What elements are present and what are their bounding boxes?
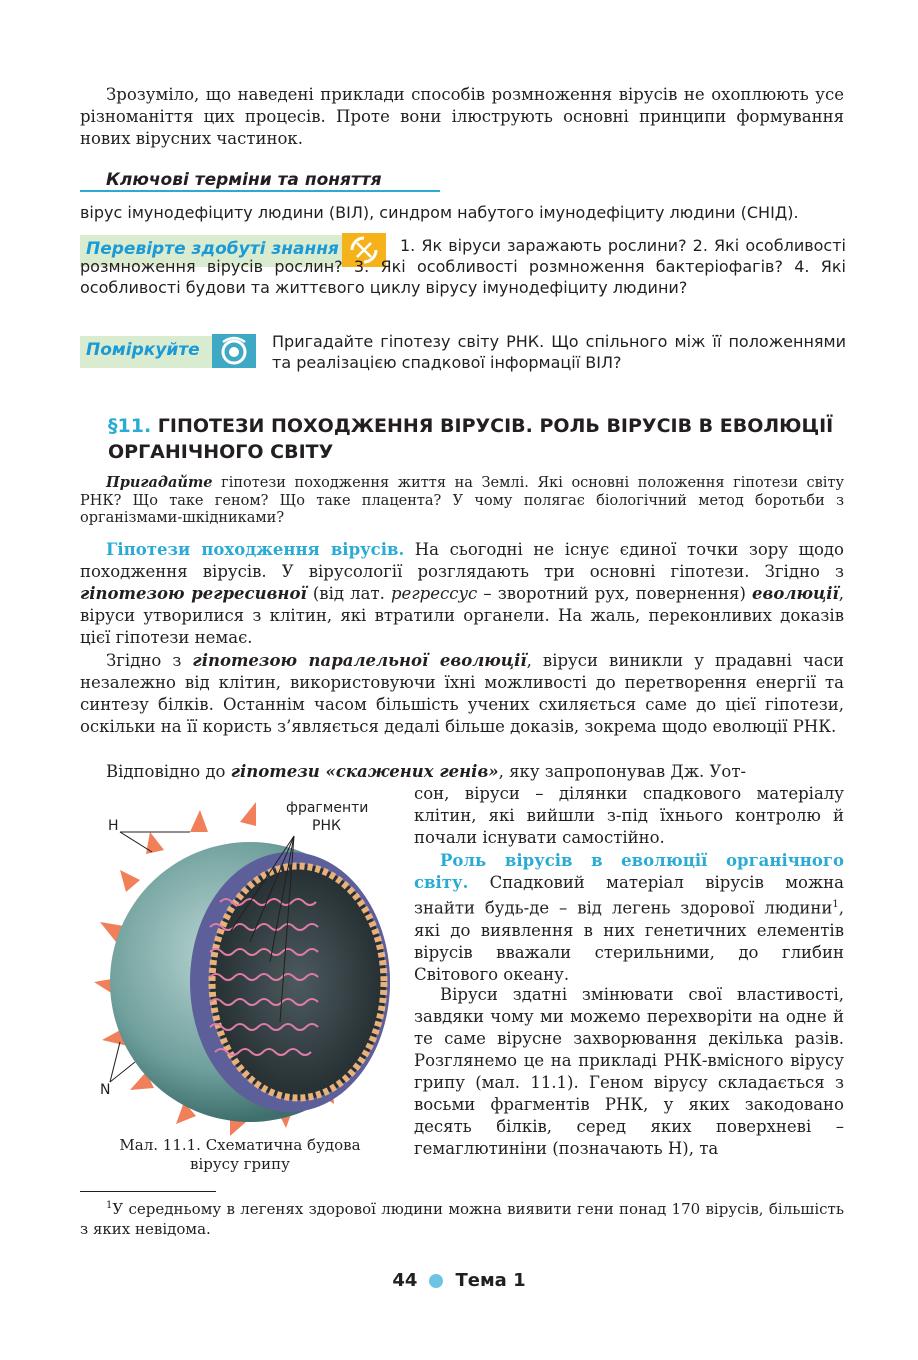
label-rna-1: фрагменти bbox=[286, 800, 369, 816]
paragraph-parallel bbox=[80, 650, 844, 738]
bullet-icon bbox=[429, 1274, 443, 1288]
figure-caption-line1: Мал. 11.1. Схематична будова bbox=[119, 1136, 361, 1154]
paragraph-variability: Віруси здатні змінювати свої властивості, завдяки чому ми можемо перехворіти на одне й те саме вірусне захворювання декілька разів. Розглянемо це на прикладі РНК-вмісного вірусу грипу (мал. 11.1). Геном вірусу складається з восьми фрагментів РНК, у яких закодовано десять білків, серед яких поверхневі – гемаглютиніни (позначають Н), та bbox=[414, 985, 844, 1158]
key-terms-heading bbox=[80, 170, 440, 192]
think-text: Пригадайте гіпотезу світу РНК. Що спільного між її положеннями та реалізацією спадкової інформації ВІЛ? bbox=[272, 332, 846, 372]
label-n: N bbox=[100, 1082, 111, 1098]
p4-text-2: , які до виявлення в них генетичних елементів вірусів вважали стерильними, до глибин Світового океану. bbox=[414, 898, 844, 984]
label-h: H bbox=[108, 818, 119, 834]
page-footer bbox=[0, 1270, 918, 1291]
p1-text-1: На сьогодні не існує єдиної точки зору щодо походження вірусів. У вірусології розглядають три основні гіпотези. Згідно з bbox=[80, 540, 844, 581]
paragraph-mad-genes-line1: Відповідно до гіпотези «скажених генів», яку запропонував Дж. Уот- bbox=[106, 762, 747, 781]
p2-text-2: , віруси виникли у прадавні часи незалежно від клітин, використовуючи їхні можливості до перетворення енергії та синтезу білків. Останнім часом більшість учених схиляється саме до цієї гіпотези, оскільки на її користь з’являється дедалі більше доказів, зокрема щодо еволюції РНК. bbox=[80, 651, 844, 736]
p1-text-3: – зворотний рух, повернення) bbox=[477, 584, 753, 603]
p1-text-2: (від лат. bbox=[306, 584, 391, 603]
footnote-mark: 1 bbox=[106, 1200, 113, 1211]
influenza-virus-diagram bbox=[80, 792, 400, 1142]
latin-term: регрессус bbox=[391, 584, 478, 603]
page-number: 44 bbox=[392, 1270, 418, 1291]
section-number: §11. bbox=[108, 415, 152, 437]
p3-text-1: Відповідно до bbox=[106, 762, 231, 781]
p1-text-4: , віруси утворилися з клітин, які втратили органели. На жаль, переконливих доказів цієї гіпотези немає. bbox=[80, 584, 845, 647]
check-label: Перевірте здобуті знання bbox=[80, 235, 345, 267]
virus-figure bbox=[80, 792, 400, 1142]
footnote-ref: 1 bbox=[832, 899, 839, 910]
paragraph-role bbox=[414, 850, 844, 986]
role-lead: Роль вірусів в еволюції органічного світу. bbox=[414, 851, 844, 892]
section-title-line1: ГІПОТЕЗИ ПОХОДЖЕННЯ ВІРУСІВ. РОЛЬ ВІРУСІВ В ЕВОЛЮЦІЇ bbox=[157, 415, 834, 437]
p4-text-1: Спадковий матеріал вірусів можна знайти будь-де – від легень здорової людини bbox=[414, 873, 844, 918]
mad-genes-term: гіпотези «скажених генів» bbox=[230, 762, 499, 781]
figure-caption-line2: вірусу грипу bbox=[190, 1155, 290, 1173]
hypotheses-lead: Гіпотези походження вірусів. bbox=[106, 540, 405, 559]
key-terms-heading-text: Ключові терміни та поняття bbox=[106, 170, 382, 190]
p2-text-1: Згідно з bbox=[106, 651, 193, 670]
evolution-term: еволюції bbox=[752, 584, 839, 603]
lens-icon bbox=[212, 334, 256, 368]
recall-paragraph bbox=[80, 474, 844, 528]
parallel-term: гіпотезою паралельної еволюції bbox=[192, 651, 527, 670]
section-title bbox=[108, 413, 848, 465]
section-title-line2: ОРГАНІЧНОГО СВІТУ bbox=[108, 441, 334, 463]
check-text: 1. Як віруси заражають рослини? 2. Які особливості розмноження вірусів рослин? 3. Які особливості розмноження бактеріофагів? 4. Які особливості будови та життєвого циклу вірусу імунодефіциту людини? bbox=[80, 236, 846, 297]
intro-paragraph: Зрозуміло, що наведені приклади способів розмноження вірусів не охоплюють усе різноманіття цих процесів. Проте вони ілюструють основні принципи формування нових вірусних частинок. bbox=[80, 85, 844, 148]
paragraph-mad-genes: сон, віруси – ділянки спадкового матеріалу клітин, які вийшли з-під їхнього контролю й почали існувати самостійно. bbox=[414, 784, 844, 847]
recall-text: гіпотези походження життя на Землі. Які основні положення гіпотези світу РНК? Що таке геном? Що таке плацента? У чому полягає біологічний метод боротьби з організмами-шкідниками? bbox=[80, 475, 844, 526]
label-rna-2: РНК bbox=[312, 818, 341, 834]
paragraph-hypotheses bbox=[80, 539, 844, 649]
footnote-rule bbox=[80, 1191, 216, 1192]
footnote bbox=[80, 1196, 844, 1239]
key-terms-text: вірус імунодефіциту людини (ВІЛ), синдром набутого імунодефіциту людини (СНІД). bbox=[80, 203, 799, 222]
regressive-term: гіпотезою регресивної bbox=[80, 584, 307, 603]
figure-caption bbox=[80, 1136, 400, 1174]
topic-label: Тема 1 bbox=[455, 1270, 526, 1291]
think-label: Поміркуйте bbox=[80, 336, 216, 368]
recall-lead: Пригадайте bbox=[106, 474, 213, 491]
footnote-text: У середньому в легенях здорової людини можна виявити гени понад 170 вірусів, більшість з яких невідома. bbox=[80, 1200, 844, 1238]
